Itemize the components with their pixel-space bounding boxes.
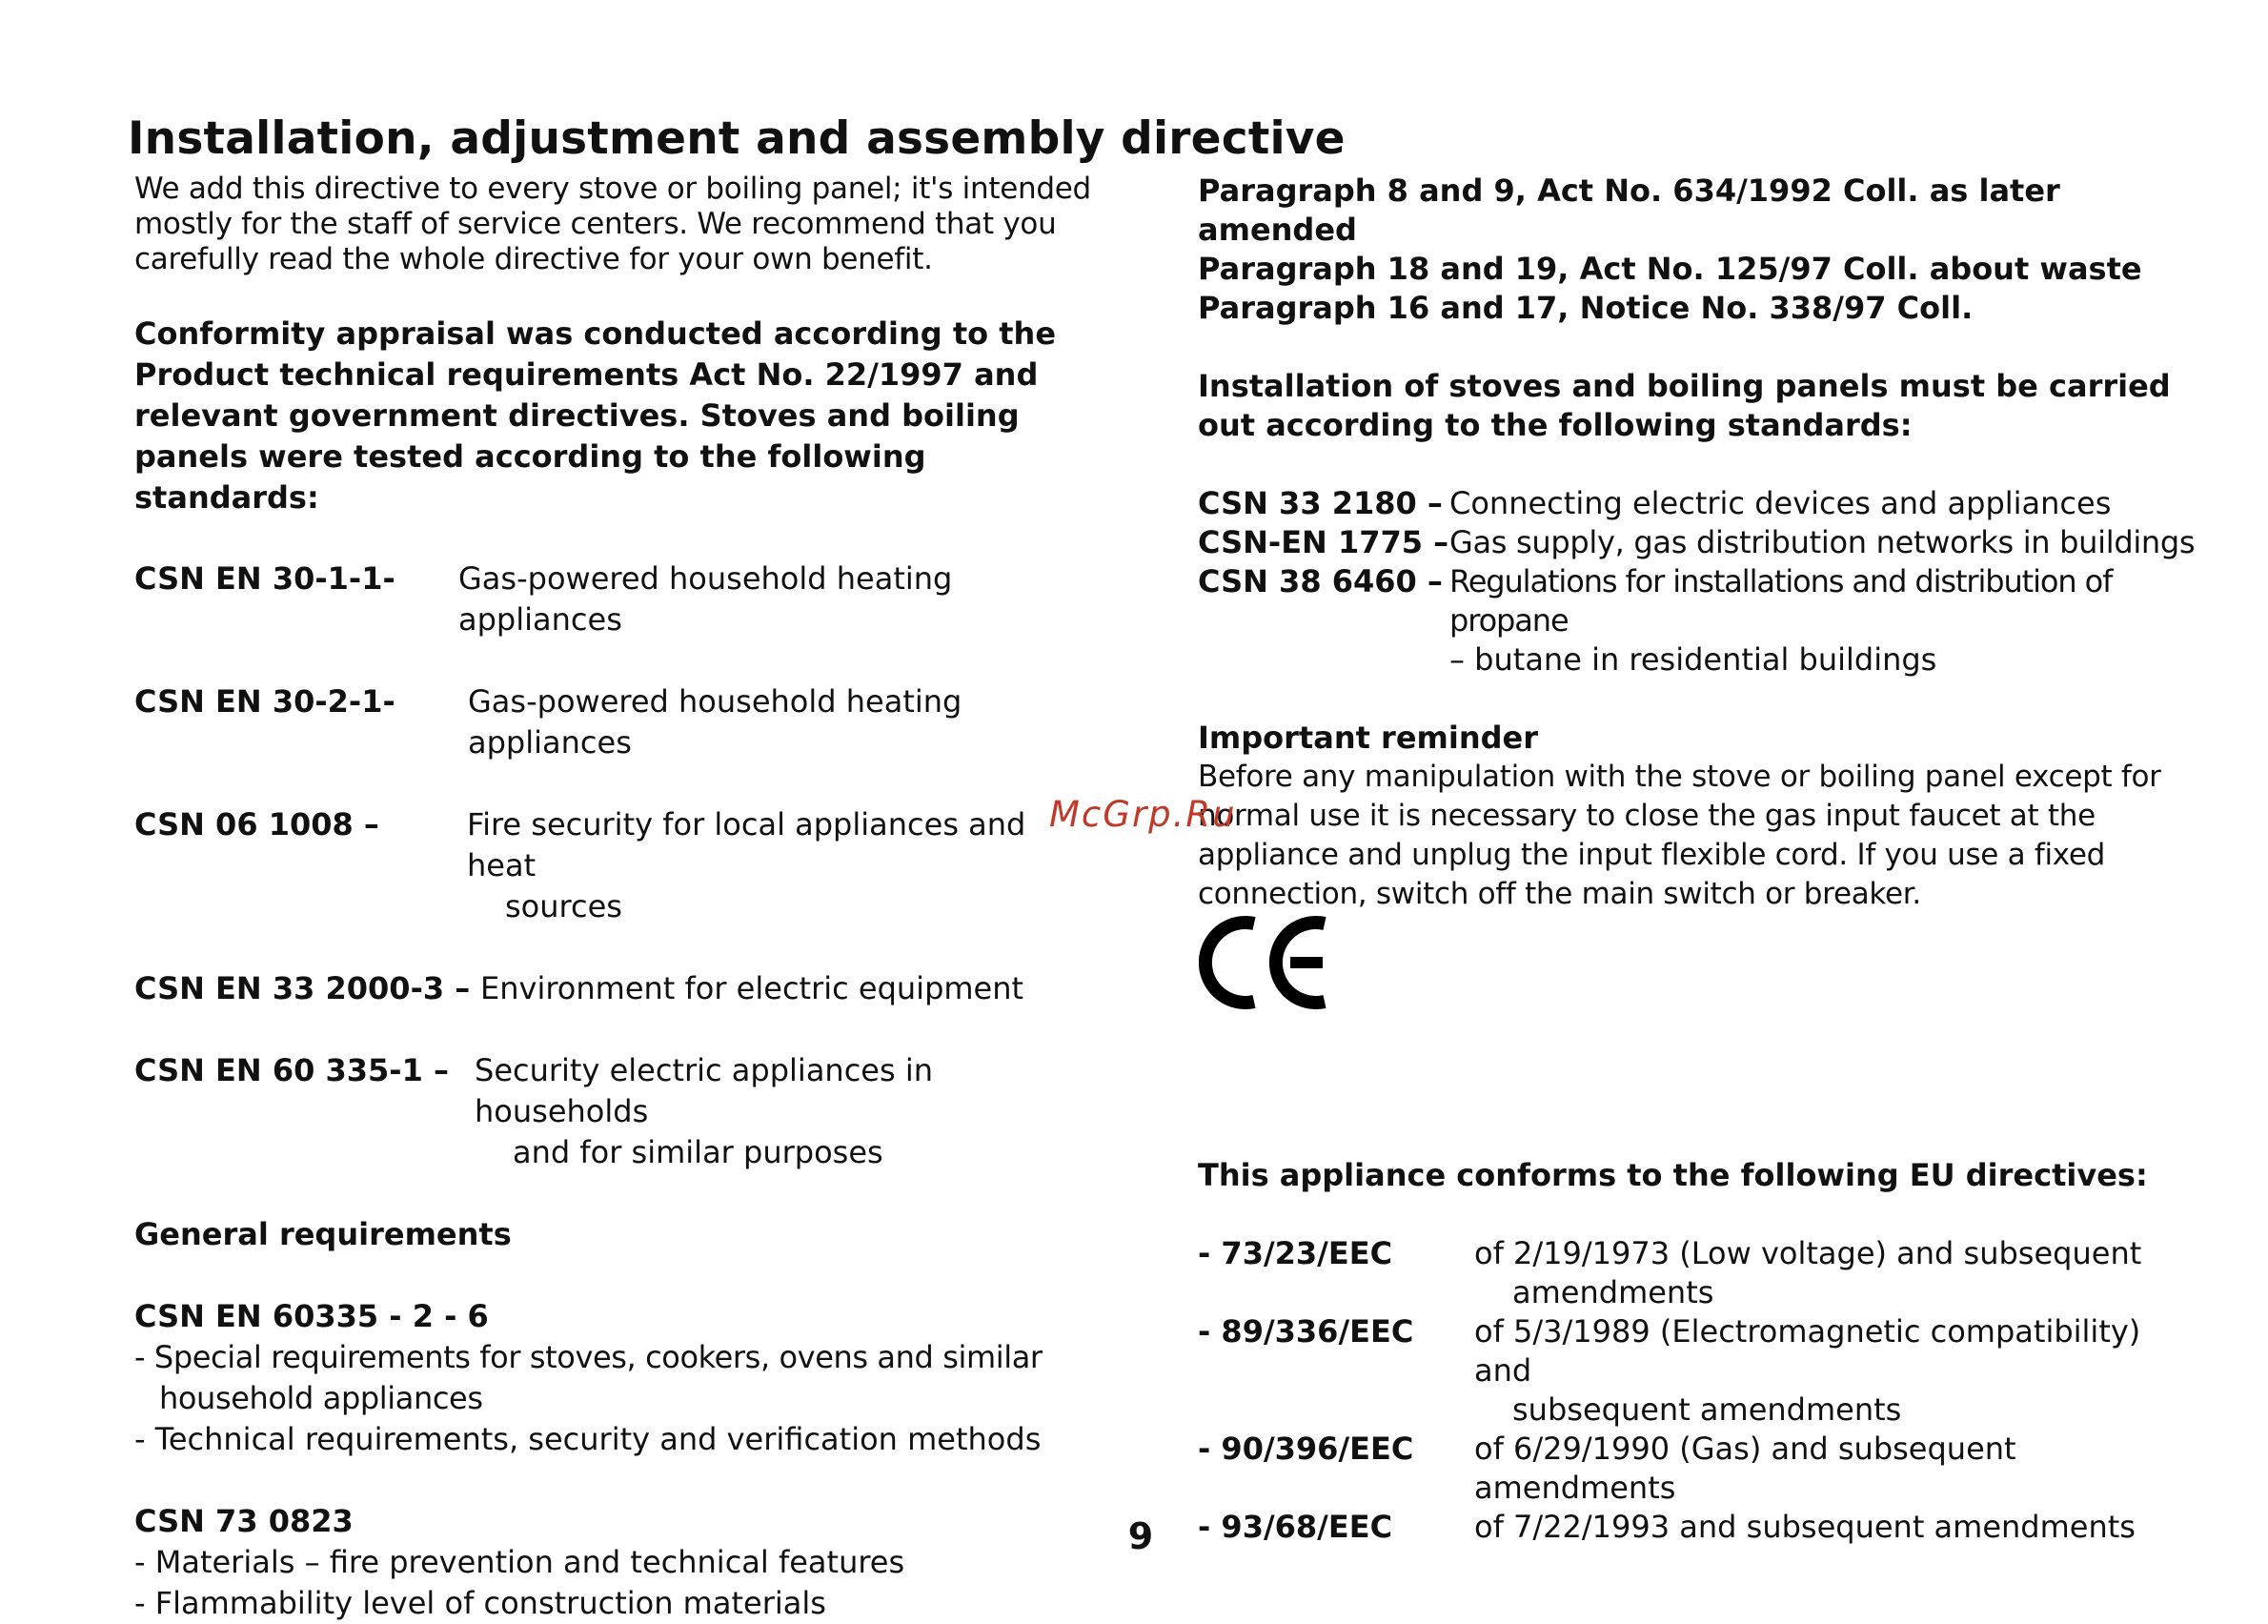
directive-row [1198, 1234, 2198, 1312]
list-item: - Special requirements for stoves, cookers, ovens and similar household appliances [134, 1339, 1043, 1416]
tested-standards-list [134, 558, 1097, 1173]
standard-description: Connecting electric devices and appliances [1449, 485, 2112, 521]
page-title: Installation, adjustment and assembly directive [128, 112, 1346, 165]
standard-description: Fire security for local appliances and heat [467, 806, 1026, 883]
list-item: - Materials – fire prevention and technical features [134, 1544, 905, 1580]
standard-description: Regulations for installations and distribution of propane [1449, 563, 2113, 639]
standard-code: CSN EN 33 2000-3 – [134, 970, 471, 1006]
directive-description: of 2/19/1973 (Low voltage) and subsequent [1474, 1235, 2142, 1271]
reminder-heading: Important reminder [1198, 720, 1538, 756]
directive-code: - 73/23/EEC [1198, 1235, 1393, 1271]
standard-description: Gas supply, gas distribution networks in buildings [1449, 524, 2196, 560]
directive-code: - 89/336/EEC [1198, 1313, 1414, 1350]
standard-row [1198, 484, 2198, 523]
standard-code: CSN EN 60 335-1 – [134, 1052, 449, 1088]
installation-heading: Installation of stoves and boiling panels must be carried out according to the following standards: [1198, 368, 2171, 443]
eu-directives-heading: This appliance conforms to the following EU directives: [1198, 1157, 2148, 1193]
reminder-text: Before any manipulation with the stove or boiling panel except for normal use it is necessary to close the gas input faucet at the appliance and unplug the input flexible cord. If you use a fixed connection, switch off the main switch or breaker. [1198, 760, 2161, 911]
standard-code: CSN 33 2180 – [1198, 485, 1443, 521]
directive-code: - 90/396/EEC [1198, 1431, 1414, 1467]
intro-text: We add this directive to every stove or boiling panel; it's intended mostly for the staff of service centers. We recommend that you carefully read the whole directive for your own benefit. [134, 172, 1091, 276]
list-item: - Technical requirements, security and verification methods [134, 1421, 1042, 1457]
standard-code: CSN-EN 1775 – [1198, 524, 1449, 560]
standard-description: Security electric appliances in households [475, 1052, 933, 1129]
directive-row [1198, 1508, 2198, 1547]
standard-code: CSN EN 30-1-1- [134, 560, 395, 597]
standard-row [134, 681, 1097, 763]
general-requirements-heading: General requirements [134, 1216, 512, 1252]
conformity-statement: Conformity appraisal was conducted according to the Product technical requirements Act No. 22/1997 and relevant government directives. Stoves and boiling panels were tested according to the following standards: [134, 315, 1057, 516]
directive-description-cont: amendments [1512, 1274, 1714, 1310]
directive-description: of 5/3/1989 (Electromagnetic compatibility) and [1474, 1313, 2141, 1389]
watermark: McGrp.Ru [1049, 794, 1237, 835]
directive-row [1198, 1430, 2198, 1508]
standard-code: CSN 06 1008 – [134, 806, 379, 842]
right-column [1198, 172, 2198, 1547]
standard-description: Gas-powered household heating appliances [468, 683, 962, 761]
left-column [134, 172, 1097, 1624]
legal-paragraph: Paragraph 16 and 17, Notice No. 338/97 Coll. [1198, 290, 1974, 326]
directive-code: - 93/68/EEC [1198, 1509, 1393, 1545]
standard-row [134, 558, 1097, 640]
directive-description: of 7/22/1993 and subsequent amendments [1474, 1509, 2136, 1545]
standard-description-cont: sources [505, 888, 622, 924]
ce-mark-icon [1199, 910, 1342, 1015]
standard-row [134, 1050, 1097, 1173]
directive-description-cont: subsequent amendments [1512, 1391, 1902, 1428]
directive-description: of 6/29/1990 (Gas) and subsequent amendments [1474, 1431, 2016, 1506]
standard-description-cont: – butane in residential buildings [1449, 641, 1937, 678]
directive-row [1198, 1312, 2198, 1430]
standard-row [1198, 523, 2198, 562]
legal-paragraph: Paragraph 8 and 9, Act No. 634/1992 Coll. as later amended [1198, 173, 2060, 248]
page-number: 9 [1127, 1515, 1154, 1557]
standard-row [134, 968, 1097, 1009]
list-item: - Flammability level of construction materials [134, 1585, 826, 1621]
standard-description-cont: and for similar purposes [513, 1134, 883, 1170]
legal-paragraph: Paragraph 18 and 19, Act No. 125/97 Coll. about waste [1198, 251, 2142, 287]
standard-description: Environment for electric equipment [480, 970, 1024, 1006]
standard-code: CSN 38 6460 – [1198, 563, 1443, 599]
eu-directives-list [1198, 1234, 2198, 1547]
installation-standards-list [1198, 484, 2198, 680]
standard-code: CSN 73 0823 [134, 1503, 354, 1539]
standard-code: CSN EN 60335 - 2 - 6 [134, 1298, 489, 1334]
standard-row [1198, 562, 2198, 680]
standard-code: CSN EN 30-2-1- [134, 683, 395, 720]
standard-row [134, 804, 1097, 927]
standard-description: Gas-powered household heating appliances [458, 560, 953, 638]
